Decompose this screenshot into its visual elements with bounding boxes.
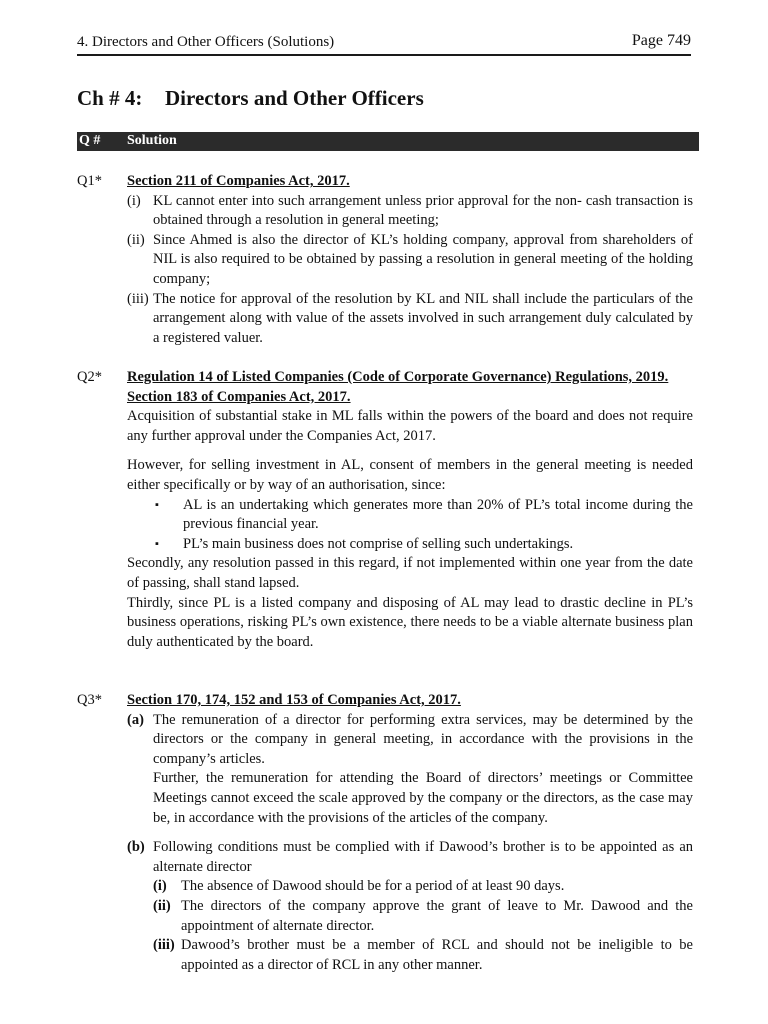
list-item [127,192,693,231]
chapter-number: Ch # 4: [77,86,143,110]
page-number: Page 749 [631,32,691,49]
question-number: Q1* [77,173,102,189]
paragraph: Following conditions must be complied with if Dawood’s brother is to be appointed as an alternate director [153,839,693,875]
list-text: The absence of Dawood should be for a period of at least 90 days. [181,878,565,895]
bullet-text: PL’s main business does not comprise of selling such undertakings. [183,535,574,552]
list-marker: (i) [127,192,141,209]
list-item [153,897,693,936]
section-reference: Section 170, 174, 152 and 153 of Companies Act, 2017. [127,692,461,708]
paragraph: However, for selling investment in AL, consent of members in the general meeting is needed either specifically or by way of an authorisation, since: [127,457,693,493]
question-number: Q2* [77,369,102,385]
bullet-text: AL is an undertaking which generates more than 20% of PL’s total income during the previous financial year. [183,496,693,533]
paragraph: Thirdly, since PL is a listed company and disposing of AL may lead to drastic decline in PL’s business operations, risking PL’s own existence, there needs to be a viable alternate business plan duly authenticated by the board. [127,594,693,650]
paragraph: The remuneration of a director for performing extra services, may be determined by the directors or the company in general meeting, in accordance with the provisions in the company’s articles. [153,711,693,767]
list-marker: (iii) [153,937,175,954]
column-question-number: Q # [79,133,101,148]
solution-table-header [77,132,699,151]
list-item [153,936,693,975]
bullet-marker: ▪ [155,498,159,511]
list-text: Dawood’s brother must be a member of RCL and should not be ineligible to be appointed as a director of RCL in any other manner. [181,937,693,973]
list-text: KL cannot enter into such arrangement unless prior approval for the non- cash transaction is obtained through a resolution in general meeting; [153,192,693,229]
column-solution: Solution [127,133,177,148]
paragraph: Secondly, any resolution passed in this regard, if not implemented within one year from the date of passing, shall stand lapsed. [127,555,693,591]
bullet-item [127,535,693,555]
part-marker: (b) [127,839,145,856]
list-text: Since Ahmed is also the director of KL’s holding company, approval from shareholders of NIL is also required to be obtained by passing a resolution in general meeting of the holding company; [153,231,693,287]
list-item [127,231,693,290]
section-reference: Section 183 of Companies Act, 2017. [127,388,351,405]
list-text: The notice for approval of the resolution by KL and NIL shall include the particulars of the arrangement along with value of the assets involved in such arrangement duly calculated by a registered valuer. [153,290,693,346]
page-header [77,32,691,56]
list-marker: (ii) [153,897,171,914]
list-marker: (iii) [127,290,149,307]
part-a [127,711,693,829]
bullet-marker: ▪ [155,537,159,550]
part-marker: (a) [127,711,144,728]
section-reference: Regulation 14 of Listed Companies (Code of Corporate Governance) Regulations, 2019. [127,369,669,385]
list-text: The directors of the company approve the grant of leave to Mr. Dawood and the appointment of alternate director. [181,897,693,934]
paragraph: Acquisition of substantial stake in ML falls within the powers of the board and does not require any further approval under the Companies Act, 2017. [127,408,693,444]
question-number: Q3* [77,692,102,708]
paragraph: Further, the remuneration for attending the Board of directors’ meetings or Committee Meetings cannot exceed the scale approved by the company or the directors, as the case may be, in accordance with the provisions of the articles of the company. [153,770,693,826]
bullet-item [127,496,693,535]
section-reference: Section 211 of Companies Act, 2017. [127,173,350,189]
list-marker: (i) [153,878,167,895]
chapter-title: Directors and Other Officers [165,86,424,110]
chapter-heading [77,86,424,111]
solution-body [127,172,693,348]
solution-body [127,691,693,975]
list-item [127,290,693,349]
solution-body [127,368,693,652]
header-chapter-title: 4. Directors and Other Officers (Solutions) [77,34,335,50]
list-item [153,877,693,897]
part-b [127,838,693,975]
list-marker: (ii) [127,231,145,248]
